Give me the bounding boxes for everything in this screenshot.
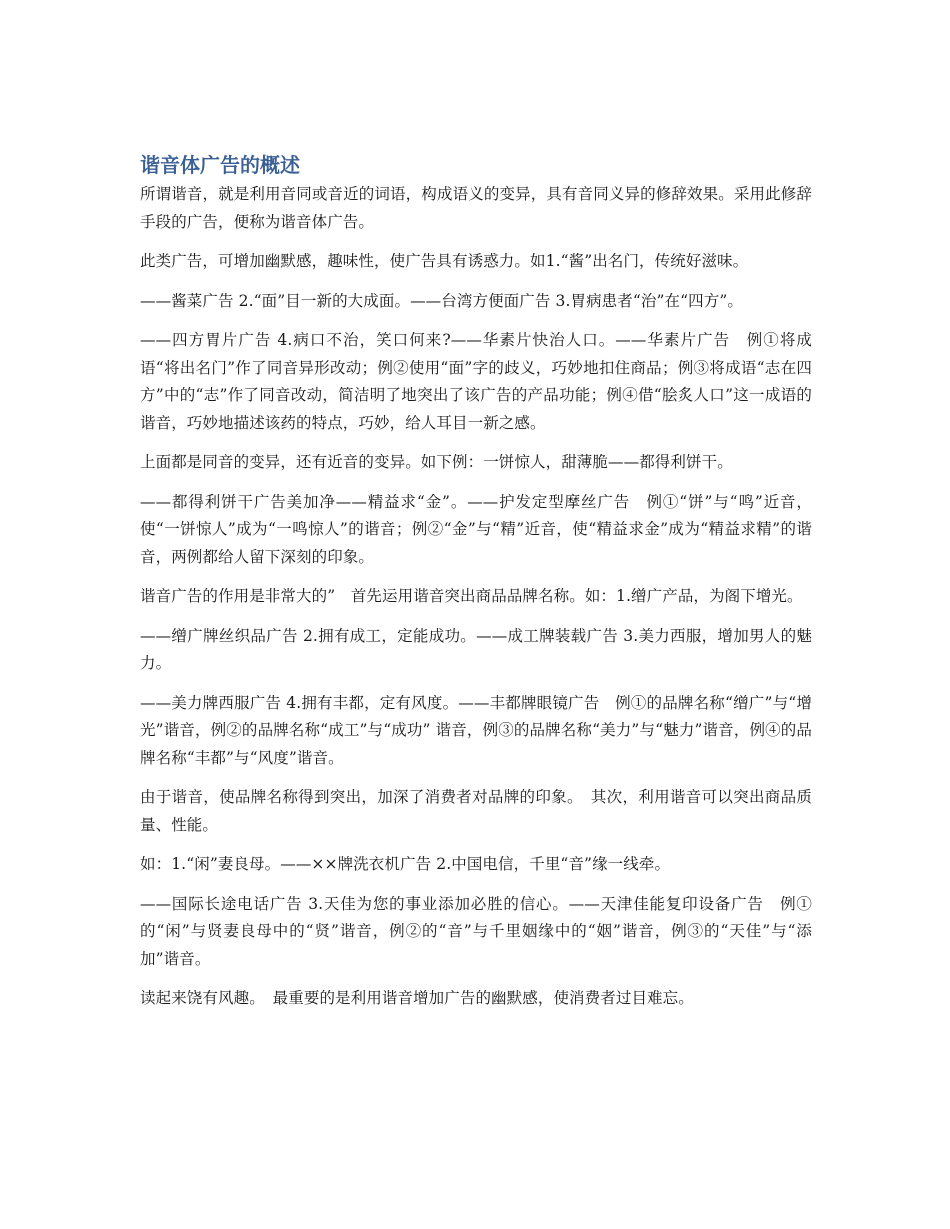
paragraph-4: ——四方胃片广告 4.病口不治，笑口何来?——华素片快治人口。——华素片广告 例①将成语“将出名门”作了同音异形改动；例②使用“面”字的歧义，巧妙地扣住商品；例③将成语“志在四方”中的“志”作了同音改动，简洁明了地突出了该广告的产品功能；例④借“脍炙人口”这一成语的谐音，巧妙地描述该药的特点，巧妙，给人耳目一新之感。: [140, 331, 812, 432]
paragraph-2: 此类广告，可增加幽默感，趣味性，使广告具有诱惑力。如1.“酱”出名门，传统好滋味。: [140, 252, 749, 270]
paragraph-10: 由于谐音，使品牌名称得到突出，加深了消费者对品牌的印象。 其次，利用谐音可以突出商品质量、性能。: [140, 788, 812, 834]
paragraph-13: 读起来饶有风趣。 最重要的是利用谐音增加广告的幽默感，使消费者过目难忘。: [140, 989, 694, 1007]
paragraph-3: ——酱菜广告 2.“面”目一新的大成面。——台湾方便面广告 3.胃病患者“治”在“四方”。: [140, 291, 743, 310]
paragraph-9: ——美力牌西服广告 4.拥有丰都，定有风度。——丰都牌眼镜广告 例①的品牌名称“缯广”与“增光”谐音，例②的品牌名称“成工”与“成功” 谐音，例③的品牌名称“美力”与“魅力”谐音，例④的品牌名称“丰都”与“风度”谐音。: [140, 693, 812, 767]
paragraph-1: 所谓谐音，就是利用音同或音近的词语，构成语义的变异，具有音同义异的修辞效果。采用此修辞手段的广告，便称为谐音体广告。: [140, 185, 812, 231]
paragraph-5: 上面都是同音的变异，还有近音的变异。如下例：一饼惊人，甜薄脆——都得利饼干。: [140, 453, 733, 471]
paragraph-11: 如：1.“闲”妻良母。——××牌洗衣机广告 2.中国电信，千里“音”缘一线牵。: [140, 855, 671, 873]
paragraph-8: ——缯广牌丝织品广告 2.拥有成工，定能成功。——成工牌装载广告 3.美力西服，增加男人的魅力。: [140, 626, 812, 672]
paragraph-7: 谐音广告的作用是非常大的” 首先运用谐音突出商品品牌名称。如：1.缯广产品，为阁下增光。: [140, 587, 803, 605]
paragraph-12: ——国际长途电话广告 3.天佳为您的事业添加必胜的信心。——天津佳能复印设备广告 例①的“闲”与贤妻良母中的“贤”谐音，例②的“音”与千里姻缘中的“姻”谐音，例③的“天佳”与“添加”谐音。: [140, 894, 812, 968]
document-title: 谐音体广告的概述: [140, 153, 300, 177]
document-page: [140, 150, 812, 1025]
paragraph-6: ——都得利饼干广告美加净——精益求“金”。——护发定型摩丝广告 例①“饼”与“鸣”近音，使“一饼惊人”成为“一鸣惊人”的谐音；例②“金”与“精”近音，使“精益求金”成为“精益求精”的谐音，两例都给人留下深刻的印象。: [140, 492, 812, 566]
